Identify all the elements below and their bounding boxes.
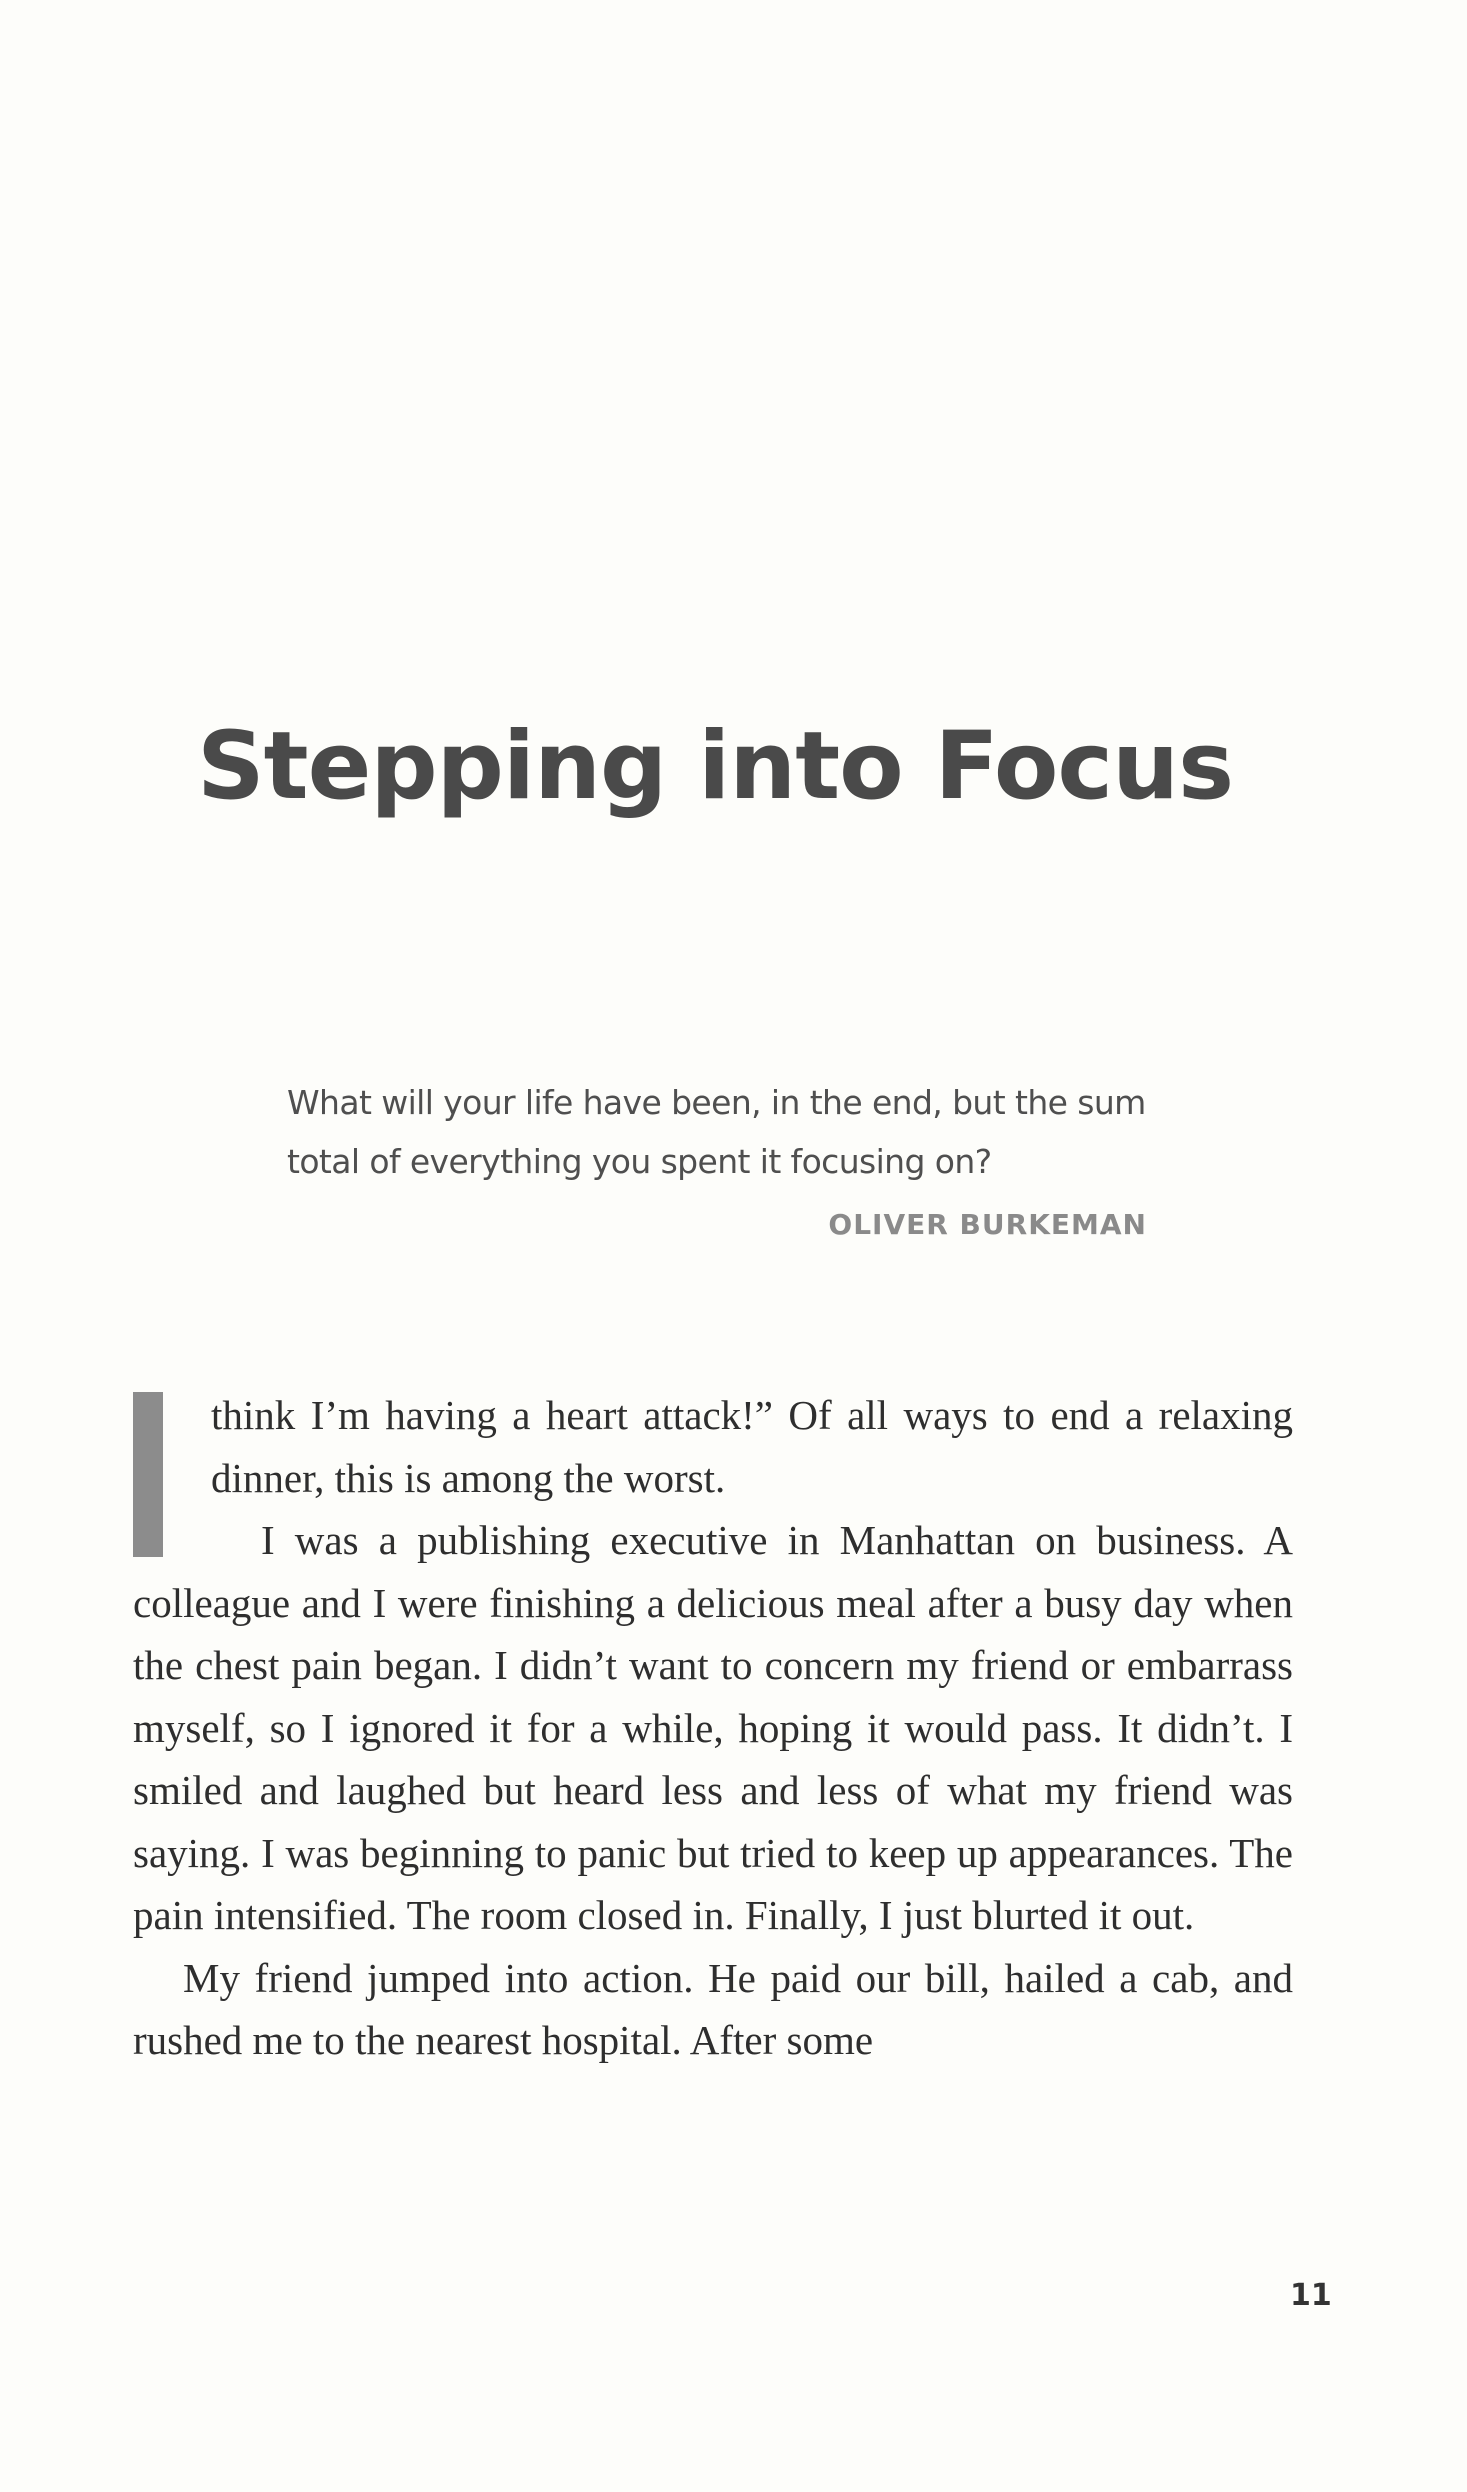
opening-paragraph: think I’m having a heart attack!” Of all ways to end a relaxing dinner, this is among the worst.: [211, 1392, 1293, 1501]
paragraph-3: My friend jumped into action. He paid our bill, hailed a cab, and rushed me to the nearest hospital. After some: [133, 1954, 1293, 2063]
opening-paragraph-block: [133, 1384, 1293, 1509]
chapter-title: Stepping into Focus: [196, 712, 1234, 821]
paragraph-2: I was a publishing executive in Manhattan on business. A colleague and I were finishing a delicious meal after a busy day when the chest pain began. I didn’t want to concern my friend or embarrass myself, so I ignored it for a while, hoping it would pass. It didn’t. I smiled and laughed but heard less and less of what my friend was saying. I was beginning to panic but tried to keep up appearances. The pain intensified. The room closed in. Finally, I just blurted it out.: [133, 1517, 1293, 1938]
page-number: 11: [1290, 2278, 1332, 2313]
epigraph-quote: What will your life have been, in the end, but the sum total of everything you spent it focusing on?: [287, 1083, 1146, 1181]
paragraph-2-block: [133, 1509, 1293, 1947]
epigraph-attribution: OLIVER BURKEMAN: [828, 1208, 1147, 1241]
body-text: [133, 1384, 1293, 2072]
